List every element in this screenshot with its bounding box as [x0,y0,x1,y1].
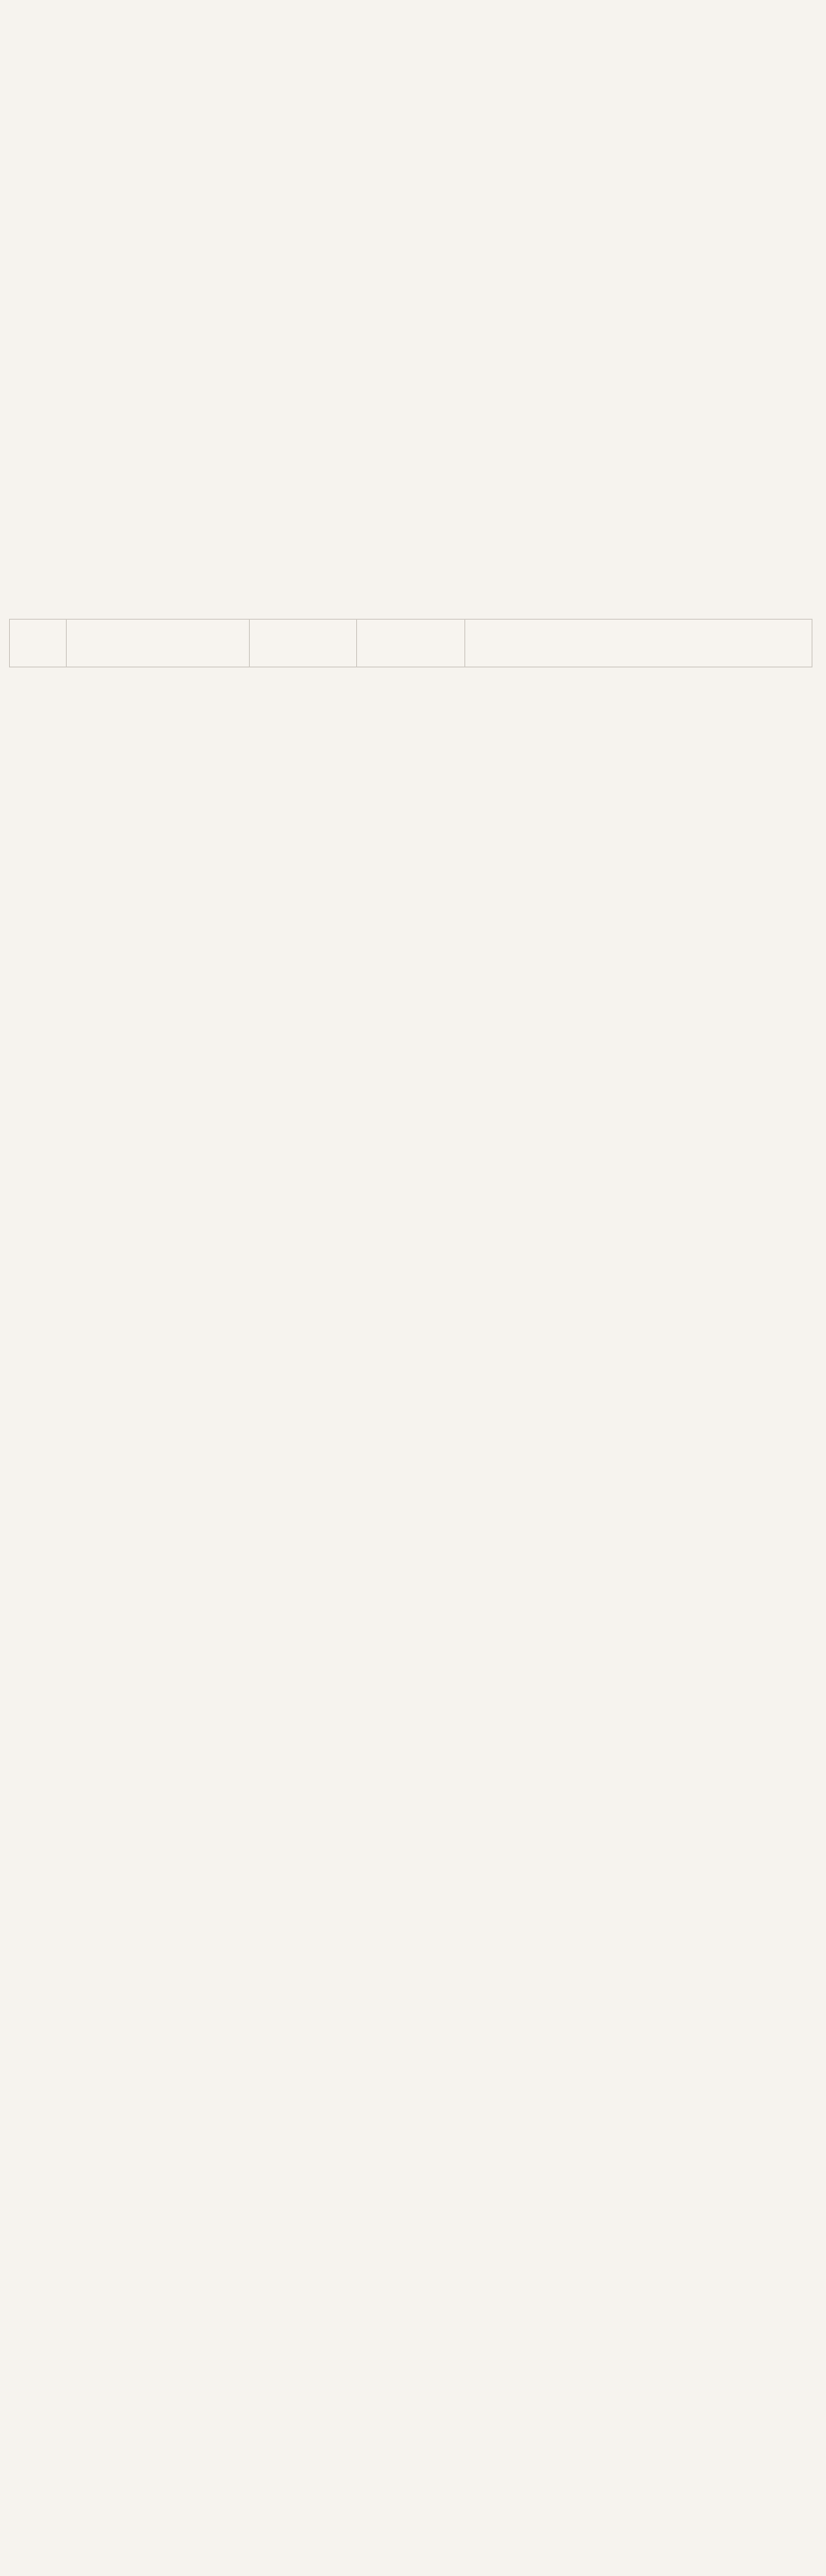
table-header-count [250,620,357,667]
positions-table [9,619,812,667]
table-header-index [10,620,67,667]
table-header-row [10,620,812,667]
table-header-education [357,620,465,667]
table-header-position [67,620,250,667]
table-header-major [465,620,812,667]
announcement-bottom-section [9,1003,813,1017]
